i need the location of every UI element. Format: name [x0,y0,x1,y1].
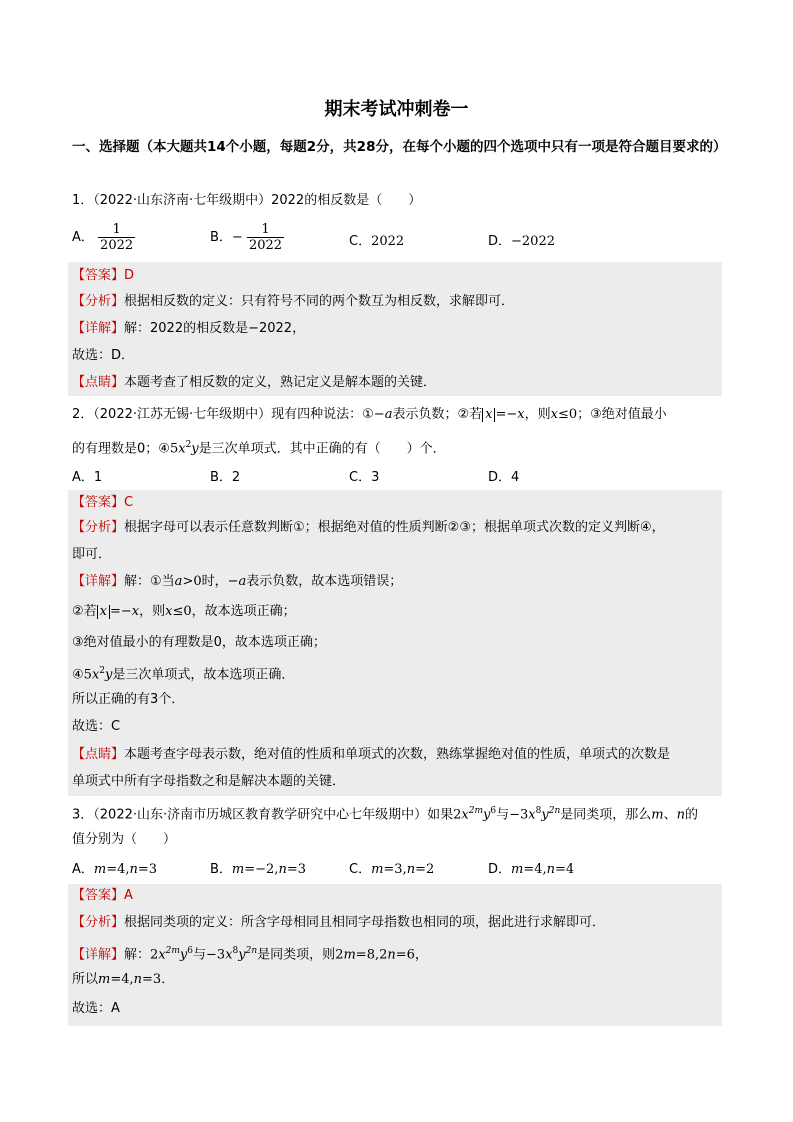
q2-option-d: D．4 [488,470,520,485]
q3-option-d: D．m=4,n=4 [488,862,575,877]
q2-count: 所以正确的有3个． [72,692,185,707]
q1-stem: 1．（2022·山东济南·七年级期中）2022的相反数是（ ） [72,193,422,208]
q3-option-a: A．m=4,n=3 [72,862,158,877]
q3-stem-line1: 3．（2022·山东·济南市历城区教育教学研究中心七年级期中）如果$2x^{2m}y^6$与$-3x^8y^{2n}$是同类项，那么m、n的 [72,806,699,823]
q2-stem-line1: 2．（2022·江苏无锡·七年级期中）现有四种说法：①−a表示负数；②若 x =−x，则x≤0；③绝对值最小 [72,407,667,422]
q3-choose: 故选：A [72,1001,120,1016]
q1-detail: 【详解】解：2022的相反数是−2022， [72,321,306,336]
q2-detail-line3: ③绝对值最小的有理数是0，故本选项正确； [72,635,326,650]
q3-stem-line2: 值分别为（ ） [72,832,177,847]
q2-analysis-line2: 即可． [72,547,112,562]
q1-analysis: 【分析】根据相反数的定义：只有符号不同的两个数互为相反数，求解即可． [72,294,515,309]
q2-choose: 故选：C [72,719,121,734]
q1-option-a: A． $\frac{1}{2022}$ [72,222,134,253]
q2-option-a: A．1 [72,470,103,485]
q3-detail-line2: 所以m=4,n=3． [72,972,175,987]
q3-option-c: C．m=3,n=2 [349,862,435,877]
q1-option-d: D．−2022 [488,234,555,249]
section-heading: 一、选择题（本大题共14个小题，每题2分，共28分，在每个小题的四个选项中只有一项是符合题目要求的） [72,139,727,155]
q1-answer: 【答案】D [72,268,135,283]
q2-detail-line2: ②若 x =−x，则x≤0，故本选项正确； [72,604,296,619]
q3-answer: 【答案】A [72,888,133,903]
q2-analysis-line1: 【分析】根据字母可以表示任意数判断①；根据绝对值的性质判断②③；根据单项式次数的定义判断④， [72,520,665,535]
q2-answer: 【答案】C [72,495,134,510]
q2-detail-line1: 【详解】解：①当a>0时，−a表示负数，故本选项错误； [72,574,403,589]
q2-stem-line2: 的有理数是0；$④5x^2y$是三次单项式．其中正确的有（ ）个． [72,440,446,457]
q2-option-b: B．2 [210,470,241,485]
q2-comment-line2: 单项式中所有字母指数之和是解决本题的关键． [72,774,346,789]
q2-option-c: C．3 [349,470,380,485]
q3-analysis: 【分析】根据同类项的定义：所含字母相同且相同字母指数也相同的项，据此进行求解即可． [72,915,606,930]
q1-comment: 【点睛】本题考查了相反数的定义，熟记定义是解本题的关键． [72,375,437,390]
q1-option-c: C．2022 [349,234,405,249]
q2-detail-line4: $④5x^2y$是三次单项式，故本选项正确． [72,666,295,683]
q1-option-b: B．− $\frac{1}{2022}$ [210,222,283,253]
q2-comment-line1: 【点睛】本题考查字母表示数，绝对值的性质和单项式的次数，熟练掌握绝对值的性质，单项式的次数是 [72,747,671,762]
q3-detail-line1: 【详解】解：$2x^{2m}y^6$与$-3x^8y^{2n}$是同类项，则2m=8,2n=6， [72,946,428,963]
page-title: 期末考试冲刺卷一 [324,99,469,120]
q3-option-b: B．m=−2,n=3 [210,862,306,877]
q1-choose: 故选：D． [72,348,135,363]
